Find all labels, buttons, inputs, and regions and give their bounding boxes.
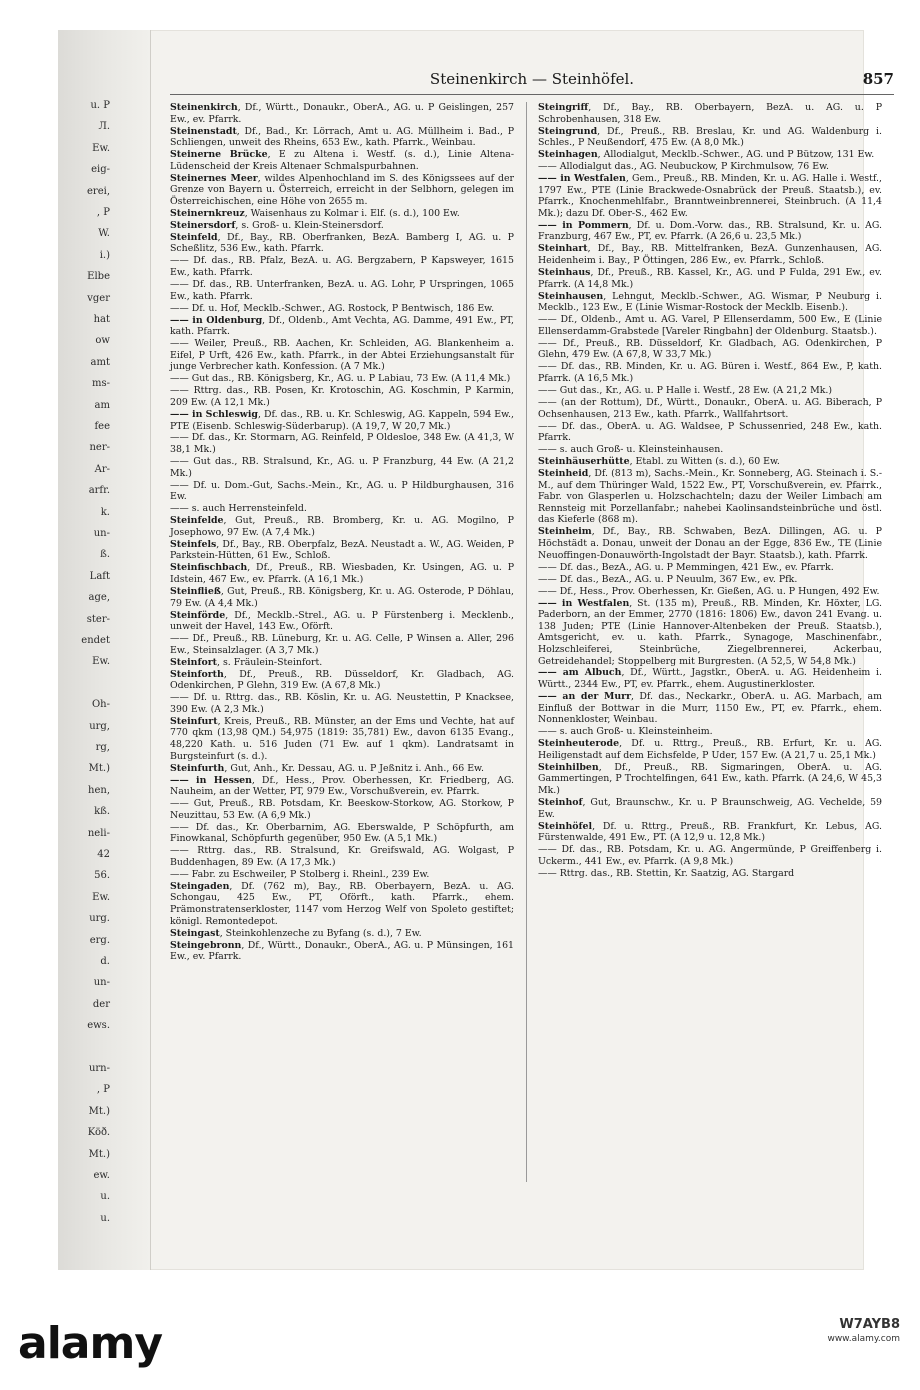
dictionary-entry: Steinhäuserhütte, Etabl. zu Witten (s. d.), 60 Ew. xyxy=(538,456,780,468)
gutter-fragment: urg. xyxy=(89,913,110,925)
image-id: W7AYB8 xyxy=(839,1317,900,1332)
gutter-fragment: u. P xyxy=(90,100,110,111)
gutter-fragment: k. xyxy=(100,506,110,518)
dictionary-entry: —— (an der Rottum), Df., Württ., Donaukr., OberA. u. AG. Biberach, P Ochsenhausen, 213 Ew., kath. Pfarrk., Wallfahrtsort. xyxy=(538,396,882,420)
dictionary-entry: —— s. auch Groß- u. Kleinsteinheim. xyxy=(538,726,713,738)
dictionary-entry: Steinheim, Df., Bay., RB. Schwaben, BezA. Dillingen, AG. u. P Höchstädt a. Donau, unweit der Donau an der Egge, 836 Ew., TE (Linie Neuoffingen-Donauwörth-Ingolstadt der Bayr. Staatsb.), kath. Pfarrk. xyxy=(538,526,882,561)
dictionary-entry: —— s. auch Herrensteinfeld. xyxy=(170,503,307,515)
gutter-fragment: , P xyxy=(96,207,110,218)
gutter-fragment: kß. xyxy=(94,806,110,818)
gutter-fragment: Ew. xyxy=(92,656,110,668)
dictionary-entry: —— in Schleswig, Df. das., RB. u. Kr. Schleswig, AG. Kappeln, 594 Ew., PTE (Eisenb. Schleswig-Süderbarup). (A 19,7, W 20,7 Mk.) xyxy=(170,408,514,432)
gutter-fragment: erg. xyxy=(89,934,110,946)
dictionary-entry: —— in Hessen, Df., Hess., Prov. Oberhessen, Kr. Friedberg, AG. Nauheim, an der Wetter, PT, 979 Ew., Vorschußverein, ev. Pfarrk. xyxy=(170,774,514,798)
gutter-fragment: ster- xyxy=(86,613,110,625)
dictionary-entry: —— in Oldenburg, Df., Oldenb., Amt Vechta, AG. Damme, 491 Ew., PT, kath. Pfarrk. xyxy=(170,314,514,338)
dictionary-entry: Steinhöfel, Df. u. Rttrg., Preuß., RB. Frankfurt, Kr. Lebus, AG. Fürstenwalde, 491 Ew., PT. (A 12,9 u. 12,8 Mk.) xyxy=(538,820,882,844)
dictionary-entry: Steinfelde, Gut, Preuß., RB. Bromberg, Kr. u. AG. Mogilno, P Josephowo, 97 Ew. (A 7,4 Mk.) xyxy=(170,515,514,538)
gutter-fragment: eig- xyxy=(91,164,110,176)
dictionary-entry: —— Df. u. Rttrg. das., RB. Köslin, Kr. u. AG. Neustettin, P Knacksee, 390 Ew. (A 2,3 Mk.) xyxy=(170,692,514,715)
page-number: 857 xyxy=(862,70,894,88)
dictionary-entry: Steinhof, Gut, Braunschw., Kr. u. P Braunschweig, AG. Vechelde, 59 Ew. xyxy=(538,796,882,820)
dictionary-entry: Steinfischbach, Df., Preuß., RB. Wiesbaden, Kr. Usingen, AG. u. P Idstein, 467 Ew., ev. Pfarrk. (A 16,1 Mk.) xyxy=(170,562,514,585)
dictionary-entry: —— Rttrg. das., RB. Posen, Kr. Krotoschin, AG. Koschmin, P Karmin, 209 Ew. (A 12,1 Mk.) xyxy=(170,385,514,408)
gutter-fragment: vger xyxy=(87,292,110,304)
dictionary-entry: —— Df. das., RB. Unterfranken, BezA. u. AG. Lohr, P Urspringen, 1065 Ew., kath. Pfarrk. xyxy=(170,279,514,302)
gutter-fragment: W. xyxy=(98,228,110,240)
dictionary-entry: —— Df. das., RB. Potsdam, Kr. u. AG. Angermünde, P Greiffenberg i. Uckerm., 441 Ew., ev. Pfarrk. (A 9,8 Mk.) xyxy=(538,844,882,867)
site-url: www.alamy.com xyxy=(827,1334,900,1344)
dictionary-entry: —— Gut das., Kr., AG. u. P Halle i. Westf., 28 Ew. (A 21,2 Mk.) xyxy=(538,384,833,396)
dictionary-entry: —— Allodialgut das., AG. Neubuckow, P Kirchmulsow, 76 Ew. xyxy=(538,161,829,173)
dictionary-entry: Steinhilben, Df., Preuß., RB. Sigmaringen, OberA. u. AG. Gammertingen, P Trochtelfingen, 641 Ew., kath. Pfarrk. (A 24,6, W 45,3 Mk.) xyxy=(538,761,882,796)
dictionary-entry: Steingaden, Df. (762 m), Bay., RB. Oberbayern, BezA. u. AG. Schongau, 425 Ew., PT, Oförft., kath. Pfarrk., ehem. Prämonstratenserkloster, 1147 vom Herzog Welf von Spoleto gestiftet; königl. Remontedepot. xyxy=(170,880,514,927)
dictionary-entry: Steinheid, Df. (813 m), Sachs.-Mein., Kr. Sonneberg, AG. Steinach i. S.-M., auf dem Thüringer Wald, 1522 Ew., PT, Vorschußverein, ev. Pfarrk., Fabr. von Glasperlen u. Holzschachteln; dazu der Weiler Limbach am Rennsteig mit Porzellanfabr.; nahebei Kaolinsandsteinbrüche und östl. das Kieferle (868 m). xyxy=(538,468,882,526)
gutter-fragment: i.) xyxy=(99,249,110,261)
gutter-fragment: ner- xyxy=(89,442,110,454)
dictionary-entry: Steinheuterode, Df. u. Rttrg., Preuß., RB. Erfurt, Kr. u. AG. Heiligenstadt auf dem Eichsfelde, P Uder, 157 Ew. (A 21,7 u. 25,1 Mk.) xyxy=(538,738,882,761)
gutter-fragment: u. xyxy=(100,1212,110,1224)
gutter-fragment: ms- xyxy=(92,378,110,390)
dictionary-entry: —— am Albuch, Df., Württ., Jagstkr., OberA. u. AG. Heidenheim i. Württ., 2344 Ew., PT, ev. Pfarrk., ehem. Augustinerkloster. xyxy=(538,667,882,691)
dictionary-entry: —— in Pommern, Df. u. Dom.-Vorw. das., RB. Stralsund, Kr. u. AG. Franzburg, 467 Ew., PT, ev. Pfarrk. (A 26,6 u. 23,5 Mk.) xyxy=(538,219,882,243)
gutter-fragment: u. xyxy=(100,1191,110,1203)
gutter-fragment: , P xyxy=(96,1084,110,1096)
dictionary-entry: Steinfurth, Gut, Anh., Kr. Dessau, AG. u. P Jeßnitz i. Anh., 66 Ew. xyxy=(170,762,484,774)
dictionary-entry: —— Df., Preuß., RB. Düsseldorf, Kr. Gladbach, AG. Odenkirchen, P Glehn, 479 Ew. (A 67,8, W 33,7 Mk.) xyxy=(538,337,882,361)
gutter-fragment: erei, xyxy=(87,185,110,197)
dictionary-entry: —— Df. das., RB. Pfalz, BezA. u. AG. Bergzabern, P Kapsweyer, 1615 Ew., kath. Pfarrk. xyxy=(170,255,514,279)
dictionary-entry: —— s. auch Groß- u. Kleinsteinhausen. xyxy=(538,444,724,456)
gutter-fragment: 42 xyxy=(97,849,110,860)
right-column xyxy=(538,102,882,1182)
gutter-fragment: rg, xyxy=(95,742,110,753)
dictionary-entry: Steinhart, Df., Bay., RB. Mittelfranken, BezA. Gunzenhausen, AG. Heidenheim i. Bay., P Öttingen, 286 Ew., ev. Pfarrk., Schloß. xyxy=(538,243,882,267)
dictionary-entry: Steinfließ, Gut, Preuß., RB. Königsberg, Kr. u. AG. Osterode, P Döhlau, 79 Ew. (A 4,4 Mk.) xyxy=(170,585,514,609)
gutter-fragment: endet xyxy=(81,635,110,646)
dictionary-entry: Steinforth, Df., Preuß., RB. Düsseldorf, Kr. Gladbach, AG. Odenkirchen, P Glehn, 319 Ew. (A 67,8 Mk.) xyxy=(170,668,514,692)
dictionary-entry: —— Df., Preuß., RB. Lüneburg, Kr. u. AG. Celle, P Winsen a. Aller, 296 Ew., Steinsalzlager. (A 3,7 Mk.) xyxy=(170,633,514,656)
gutter-fragment: ß. xyxy=(100,549,110,561)
dictionary-entry: Steingebronn, Df., Württ., Donaukr., OberA., AG. u. P Münsingen, 161 Ew., ev. Pfarrk. xyxy=(170,939,514,963)
gutter-fragment: age, xyxy=(88,592,110,604)
gutter-fragment: hen, xyxy=(88,784,110,796)
dictionary-entry: —— Df., Oldenb., Amt u. AG. Varel, P Ellenserdamm, 500 Ew., E (Linie Ellenserdamm-Grabstede [Vareler Ringbahn] der Oldenburg. Staatsb.). xyxy=(538,314,882,337)
gutter-fragment: Ew. xyxy=(92,891,110,903)
gutter-fragment: am xyxy=(94,399,110,411)
gutter-fragment: arfr. xyxy=(88,485,110,497)
gutter-fragment: Mt.) xyxy=(88,1148,110,1160)
dictionary-entry: Steinerne Brücke, E zu Altena i. Westf. (s. d.), Linie Altena-Lüdenscheid der Kreis Altenaer Schmalspurbahnen. xyxy=(170,149,514,172)
dictionary-entry: —— Df. das., RB. Minden, Kr. u. AG. Büren i. Westf., 864 Ew., P, kath. Pfarrk. (A 16,5 Mk.) xyxy=(538,361,882,384)
gutter-fragment: ew. xyxy=(93,1170,110,1181)
dictionary-entry: —— Df. das., BezA., AG. u. P Neuulm, 367 Ew., ev. Pfk. xyxy=(538,573,798,585)
gutter-fragment: hat xyxy=(93,314,110,325)
gutter-fragment: amt xyxy=(90,356,110,368)
gutter-fragment: neli- xyxy=(87,827,110,839)
dictionary-entry: —— Gut, Preuß., RB. Potsdam, Kr. Beeskow-Storkow, AG. Storkow, P Neuzittau, 53 Ew. (A 6,9 Mk.) xyxy=(170,798,514,821)
dictionary-entry: —— Rttrg. das., RB. Stettin, Kr. Saatzig, AG. Stargard xyxy=(538,867,795,879)
gutter-fragment: der xyxy=(92,998,110,1010)
dictionary-entry: —— Weiler, Preuß., RB. Aachen, Kr. Schleiden, AG. Blankenheim a. Eifel, P Urft, 426 Ew., kath. Pfarrk., in der Abtei Erziehungsanstalt für junge Verbrecher kath. Konfession. (A 7 Mk.) xyxy=(170,338,514,373)
dictionary-entry: —— Gut das., RB. Königsberg, Kr., AG. u. P Labiau, 73 Ew. (A 11,4 Mk.) xyxy=(170,373,511,385)
gutter-fragment: ews. xyxy=(87,1020,110,1032)
previous-page-gutter xyxy=(58,30,151,1270)
dictionary-entry: Steinhaus, Df., Preuß., RB. Kassel, Kr., AG. und P Fulda, 291 Ew., ev. Pfarrk. (A 14,8 Mk.) xyxy=(538,267,882,290)
running-header xyxy=(170,70,894,92)
dictionary-entry: —— Gut das., RB. Stralsund, Kr., AG. u. P Franzburg, 44 Ew. (A 21,2 Mk.) xyxy=(170,456,514,479)
gutter-fragment: fee xyxy=(94,421,110,432)
dictionary-entry: —— in Westfalen, St. (135 m), Preuß., RB. Minden, Kr. Höxter, LG. Paderborn, an der Emmer, 2770 (1816: 1806) Ew., davon 241 Evang. u. 138 Juden; PTE (Linie Hannover-Altenbeken der Preuß. Staatsb.), Amtsgericht, ev. u. kath. Pfarrk., Synagoge, Maschinenfabr., Holzschleiferei, Steinbrüche, Ziegelbrennerei, Ackerbau, Getreidehandel; Stoppelberg mit Burgresten. (A 52,5, W 54,8 Mk.) xyxy=(538,597,882,667)
dictionary-entry: —— Fabr. zu Eschweiler, P Stolberg i. Rheinl., 239 Ew. xyxy=(170,868,430,880)
dictionary-entry: Steinfort, s. Fräulein-Steinfort. xyxy=(170,656,323,668)
page-title: Steinenkirch — Steinhöfel. xyxy=(429,70,635,88)
gutter-fragment: Л. xyxy=(98,121,110,133)
scanned-page xyxy=(58,30,894,1270)
dictionary-entry: Steingrund, Df., Preuß., RB. Breslau, Kr. und AG. Waldenburg i. Schles., P Neußendorf, 475 Ew. (A 8,0 Mk.) xyxy=(538,125,882,149)
dictionary-entry: Steingast, Steinkohlenzeche zu Byfang (s. d.), 7 Ew. xyxy=(170,927,422,939)
dictionary-entry: Steinernkreuz, Waisenhaus zu Kolmar i. Elf. (s. d.), 100 Ew. xyxy=(170,207,460,219)
gutter-fragment: Köð. xyxy=(87,1127,110,1139)
gutter-fragment: Elbe xyxy=(87,271,110,283)
gutter-fragment: Ew. xyxy=(92,142,110,154)
dictionary-entry: —— Df. das., Kr. Stormarn, AG. Reinfeld, P Oldesloe, 348 Ew. (A 41,3, W 38,1 Mk.) xyxy=(170,432,514,456)
dictionary-entry: —— an der Murr, Df. das., Neckarkr., OberA. u. AG. Marbach, am Einfluß der Bottwar in die Murr, 1150 Ew., PT, ev. Pfarrk., ehem. Nonnenkloster, Weinbau. xyxy=(538,691,882,726)
dictionary-entry: —— Df., Hess., Prov. Oberhessen, Kr. Gießen, AG. u. P Hungen, 492 Ew. xyxy=(538,585,880,597)
dictionary-entry: Steinernes Meer, wildes Alpenhochland im S. des Königssees auf der Grenze von Bayern u. Österreich, erreicht in der Selbhorn, gelegen im Österreichischen, eine Höhe von 2655 m. xyxy=(170,172,514,207)
dictionary-entry: —— Df. das., BezA., AG. u. P Memmingen, 421 Ew., ev. Pfarrk. xyxy=(538,561,834,573)
dictionary-entry: —— Df. das., OberA. u. AG. Waldsee, P Schussenried, 248 Ew., kath. Pfarrk. xyxy=(538,420,882,444)
dictionary-page xyxy=(170,70,894,1230)
alamy-logo: alamy xyxy=(18,1318,162,1369)
gutter-fragment: Mt.) xyxy=(88,763,110,775)
dictionary-entry: Steinenkirch, Df., Württ., Donaukr., OberA., AG. u. P Geislingen, 257 Ew., ev. Pfarrk. xyxy=(170,102,514,125)
gutter-fragment: 56. xyxy=(94,870,110,882)
gutter-fragment: urn- xyxy=(88,1063,110,1074)
gutter-fragment: urg, xyxy=(89,720,110,732)
dictionary-entry: —— Rttrg. das., RB. Stralsund, Kr. Greifswald, AG. Wolgast, P Buddenhagen, 89 Ew. (A 17,3 Mk.) xyxy=(170,845,514,868)
left-column xyxy=(170,102,514,1182)
dictionary-entry: —— in Westfalen, Gem., Preuß., RB. Minden, Kr. u. AG. Halle i. Westf., 1797 Ew., PTE (Linie Brackwede-Osnabrück der Preuß. Staatsb.), ev. Pfarrk., Knochenmehlfabr., Branntweinbrennerei, Steinbruch. (A 11,4 Mk.); dazu Df. Ober-S., 462 Ew. xyxy=(538,173,882,219)
column-divider xyxy=(526,102,527,1182)
gutter-fragment: Oh- xyxy=(91,699,110,711)
gutter-fragment: un- xyxy=(93,977,110,989)
dictionary-entry: Steinhagen, Allodialgut, Mecklb.-Schwer., AG. und P Bützow, 131 Ew. xyxy=(538,149,875,161)
gutter-fragment: ow xyxy=(95,335,110,347)
gutter-fragment: Mt.) xyxy=(88,1105,110,1117)
dictionary-entry: Steingriff, Df., Bay., RB. Oberbayern, BezA. u. AG. u. P Schrobenhausen, 318 Ew. xyxy=(538,102,882,125)
dictionary-entry: Steinförde, Df., Mecklb.-Strel., AG. u. P Fürstenberg i. Mecklenb., unweit der Havel, 143 Ew., Oförft. xyxy=(170,609,514,633)
dictionary-entry: Steinfels, Df., Bay., RB. Oberpfalz, BezA. Neustadt a. W., AG. Weiden, P Parkstein-Hütten, 61 Ew., Schloß. xyxy=(170,538,514,562)
dictionary-entry: —— Df. u. Dom.-Gut, Sachs.-Mein., Kr., AG. u. P Hildburghausen, 316 Ew. xyxy=(170,479,514,503)
dictionary-entry: Steinersdorf, s. Groß- u. Klein-Steinersdorf. xyxy=(170,219,384,231)
dictionary-entry: —— Df. das., Kr. Oberbarnim, AG. Eberswalde, P Schöpfurth, am Finowkanal, Schöpfurth gegenüber, 950 Ew. (A 5,1 Mk.) xyxy=(170,821,514,845)
dictionary-entry: Steinenstadt, Df., Bad., Kr. Lörrach, Amt u. AG. Müllheim i. Bad., P Schliengen, unweit des Rheins, 653 Ew., kath. Pfarrk., Weinbau. xyxy=(170,125,514,149)
gutter-fragment: un- xyxy=(93,528,110,539)
dictionary-entry: Steinfeld, Df., Bay., RB. Oberfranken, BezA. Bamberg I, AG. u. P Scheßlitz, 536 Ew., kath. Pfarrk. xyxy=(170,231,514,255)
dictionary-entry: —— Df. u. Hof, Mecklb.-Schwer., AG. Rostock, P Bentwisch, 186 Ew. xyxy=(170,302,495,314)
gutter-fragment: Ar- xyxy=(94,463,110,475)
dictionary-entry: Steinfurt, Kreis, Preuß., RB. Münster, an der Ems und Vechte, hat auf 770 qkm (13,98 QM.) 54,975 (1819: 35,781) Ew., davon 6135 Evang., 48,220 Kath. u. 516 Juden (71 Ew. auf 1 qkm). Landratsamt in Burgsteinfurt (s. d.). xyxy=(170,715,514,762)
gutter-fragment: d. xyxy=(100,956,110,967)
dictionary-entry: Steinhausen, Lehngut, Mecklb.-Schwer., AG. Wismar, P Neuburg i. Mecklb., 123 Ew., E (Linie Wismar-Rostock der Mecklb. Eisenb.). xyxy=(538,290,882,314)
header-rule xyxy=(170,94,894,95)
gutter-fragment: Laft xyxy=(89,570,110,582)
image-id-block xyxy=(827,1318,900,1346)
